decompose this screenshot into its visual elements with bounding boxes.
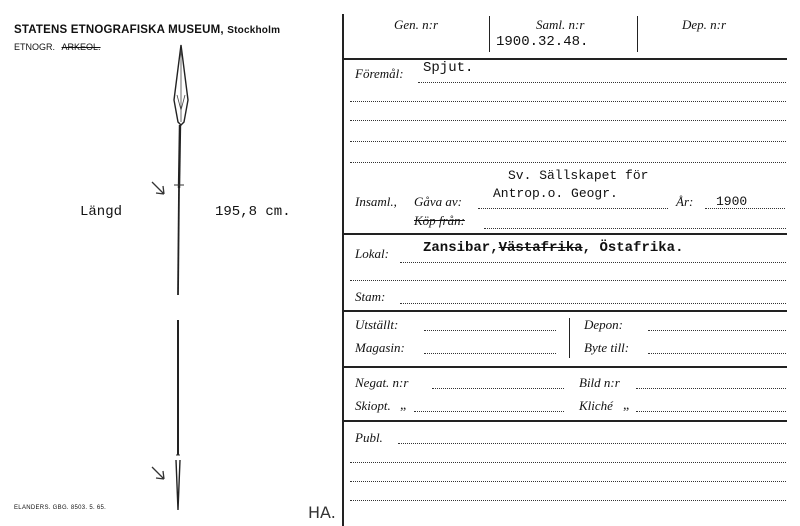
entry-line xyxy=(350,120,786,121)
entry-line xyxy=(350,500,786,501)
section-rule xyxy=(343,310,787,312)
initials: HA. xyxy=(308,503,336,522)
lokal-label: Lokal: xyxy=(355,246,389,261)
magasin-label: Magasin: xyxy=(355,340,405,355)
entry-line xyxy=(648,353,786,354)
dep-label: Dep. n:r xyxy=(682,17,727,32)
entry-line xyxy=(484,228,786,229)
section-rule xyxy=(343,58,787,60)
entry-line xyxy=(418,82,786,83)
entry-line xyxy=(350,481,786,482)
entry-line xyxy=(350,462,786,463)
column-divider xyxy=(569,318,570,358)
museum-header xyxy=(14,24,280,36)
entry-line xyxy=(636,411,786,412)
entry-line xyxy=(350,280,786,281)
insaml-label: Insaml., xyxy=(355,194,397,209)
gava-line-1: Sv. Sällskapet för xyxy=(508,168,649,183)
publ-label: Publ. xyxy=(355,430,383,445)
section-rule xyxy=(343,420,787,422)
entry-line xyxy=(414,411,564,412)
arrow-mark-icon xyxy=(150,180,170,198)
entry-line xyxy=(478,208,668,209)
length-value: 195,8 cm. xyxy=(215,204,291,220)
entry-line xyxy=(350,162,786,163)
kop-label: Köp från: xyxy=(414,213,465,228)
museum-name: STATENS ETNOGRAFISKA MUSEUM, xyxy=(14,24,224,36)
spear-drawing xyxy=(140,40,230,520)
entry-line xyxy=(424,353,556,354)
entry-line xyxy=(400,262,786,263)
skiopt-ditto: „ xyxy=(400,398,407,413)
stam-label: Stam: xyxy=(355,289,386,304)
entry-line xyxy=(705,208,785,209)
printer-footer: ELANDERS. GBG. 8503. 5. 65. xyxy=(14,505,107,511)
lokal-struck: Västafrika xyxy=(498,240,583,256)
card-left-border xyxy=(342,14,344,526)
foremal-value: Spjut. xyxy=(423,60,474,76)
department-line xyxy=(14,42,101,52)
negat-label: Negat. n:r xyxy=(355,375,409,390)
entry-line xyxy=(400,303,786,304)
section-rule xyxy=(343,366,787,368)
header-divider xyxy=(489,16,490,52)
museum-city: Stockholm xyxy=(227,25,281,36)
ar-label: År: xyxy=(676,194,694,209)
entry-line xyxy=(648,330,786,331)
gava-label: Gåva av: xyxy=(414,194,463,209)
lokal-place: Zansibar, xyxy=(423,240,499,256)
bild-label: Bild n:r xyxy=(579,375,620,390)
byte-label: Byte till: xyxy=(584,340,630,355)
lokal-value: Zansibar,Västafrika, Östafrika. xyxy=(423,240,684,256)
depon-label: Depon: xyxy=(584,317,623,332)
saml-label: Saml. n:r xyxy=(536,17,585,32)
lokal-region: Östafrika. xyxy=(599,240,684,256)
saml-value: 1900.32.48. xyxy=(496,34,589,50)
ar-value: 1900 xyxy=(716,194,748,209)
entry-line xyxy=(398,443,786,444)
header-divider xyxy=(637,16,638,52)
length-label: Längd xyxy=(80,204,123,220)
department-struck: ARKEOL. xyxy=(61,42,101,52)
cliche-label: Kliché xyxy=(579,398,613,413)
foremal-label: Föremål: xyxy=(355,66,404,81)
arrow-mark-icon xyxy=(150,465,170,483)
utstallt-label: Utställt: xyxy=(355,317,399,332)
entry-line xyxy=(432,388,564,389)
gen-label: Gen. n:r xyxy=(394,17,439,32)
entry-line xyxy=(350,141,786,142)
skiopt-label: Skiopt. xyxy=(355,398,391,413)
cliche-ditto: „ xyxy=(623,398,630,413)
entry-line xyxy=(350,101,786,102)
section-rule xyxy=(343,233,787,235)
gava-line-2: Antrop.o. Geogr. xyxy=(493,186,618,201)
department: ETNOGR. xyxy=(14,42,56,52)
entry-line xyxy=(636,388,786,389)
entry-line xyxy=(424,330,556,331)
